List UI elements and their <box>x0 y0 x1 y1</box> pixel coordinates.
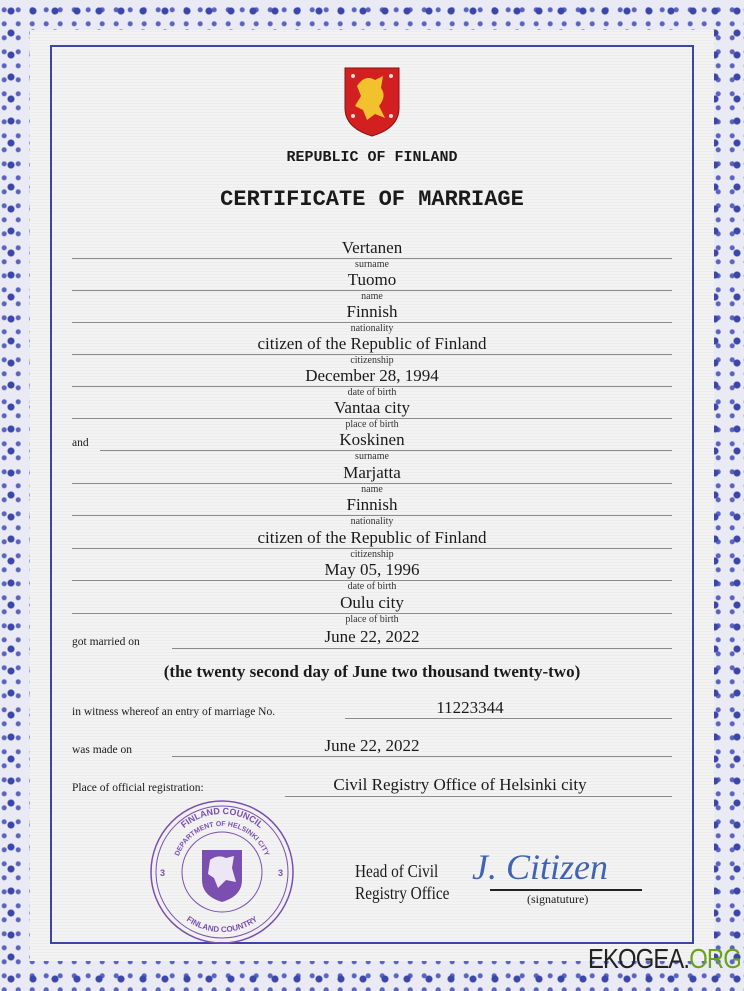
spouse2-name-value: Marjatta <box>343 462 401 482</box>
seal-number: 3 <box>160 868 166 878</box>
spouse2-date-of-birth-value: May 05, 1996 <box>324 560 420 580</box>
signature-caption: (signatuture) <box>527 892 589 906</box>
spouse1-nationality-value: Finnish <box>346 302 398 321</box>
date-in-words: (the twenty second day of June two thousand twenty-two) <box>163 662 581 681</box>
spouse1-name-label: name <box>361 291 383 302</box>
signatory-title-line1: Head of Civil <box>355 861 439 881</box>
svg-text:FINLAND COUNTRY <box>185 914 260 934</box>
spouse2-place-of-birth-value: Oulu city <box>340 593 404 612</box>
spouse2-citizenship-value: citizen of the Republic of Finland <box>257 527 487 547</box>
spouse2-surname-label: surname <box>355 451 389 462</box>
entry-label: in witness whereof an entry of marriage No. <box>72 706 276 718</box>
spouse2-date-of-birth-label: date of birth <box>347 581 397 593</box>
married-label: got married on <box>72 636 140 648</box>
spouse1-surname-value: Vertanen <box>341 238 403 257</box>
signatory-title-line2: Registry Office <box>355 883 450 903</box>
spouse1-place-of-birth-value: Vantaa city <box>334 398 410 417</box>
spouse1-nationality-label: nationality <box>350 323 394 334</box>
spouse1-date-of-birth-label: date of birth <box>347 387 397 398</box>
country-heading: REPUBLIC OF FINLAND <box>286 149 458 166</box>
signatory-title <box>355 860 449 904</box>
made-date: June 22, 2022 <box>324 736 420 755</box>
and-label: and <box>72 437 89 449</box>
spouse2-nationality-label: nationality <box>350 516 394 528</box>
field-line <box>285 796 672 797</box>
married-date: June 22, 2022 <box>324 627 420 646</box>
entry-number: 11223344 <box>436 698 504 717</box>
field-line <box>172 756 672 757</box>
seal-top-text: FINLAND COUNCIL <box>178 805 266 830</box>
coat-of-arms-icon <box>343 66 401 138</box>
spouse1-date-of-birth-value: December 28, 1994 <box>305 366 439 385</box>
watermark-part2: ORG <box>689 943 741 974</box>
spouse2-name-label: name <box>361 483 383 495</box>
place-label: Place of official registration: <box>72 782 204 794</box>
spouse1-citizenship-value: citizen of the Republic of Finland <box>257 334 487 353</box>
official-seal <box>148 798 296 946</box>
spouse1-name-value: Tuomo <box>347 270 397 289</box>
watermark-part1: EKOGEA. <box>588 943 690 974</box>
spouse2-surname-value: Koskinen <box>339 430 405 449</box>
field-line <box>172 648 672 649</box>
signature-line <box>490 889 642 891</box>
field-line <box>345 718 672 719</box>
spouse1-citizenship-label: citizenship <box>350 355 394 366</box>
watermark <box>588 943 741 975</box>
spouse1-surname-label: surname <box>355 259 389 270</box>
signature: J. Citizen <box>472 847 608 887</box>
made-label: was made on <box>72 744 133 756</box>
certificate-title: CERTIFICATE OF MARRIAGE <box>220 187 524 212</box>
spouse2-nationality-value: Finnish <box>346 495 398 515</box>
seal-number: 3 <box>278 868 284 878</box>
seal-inner-text: DEPARTMENT OF HELSINKI CITY <box>174 820 270 858</box>
registration-place: Civil Registry Office of Helsinki city <box>333 775 587 794</box>
spouse1-place-of-birth-label: place of birth <box>345 419 399 430</box>
spouse2-citizenship-label: citizenship <box>350 548 394 560</box>
seal-bottom-text: FINLAND COUNTRY <box>185 914 259 935</box>
spouse2-place-of-birth-label: place of birth <box>345 614 399 625</box>
